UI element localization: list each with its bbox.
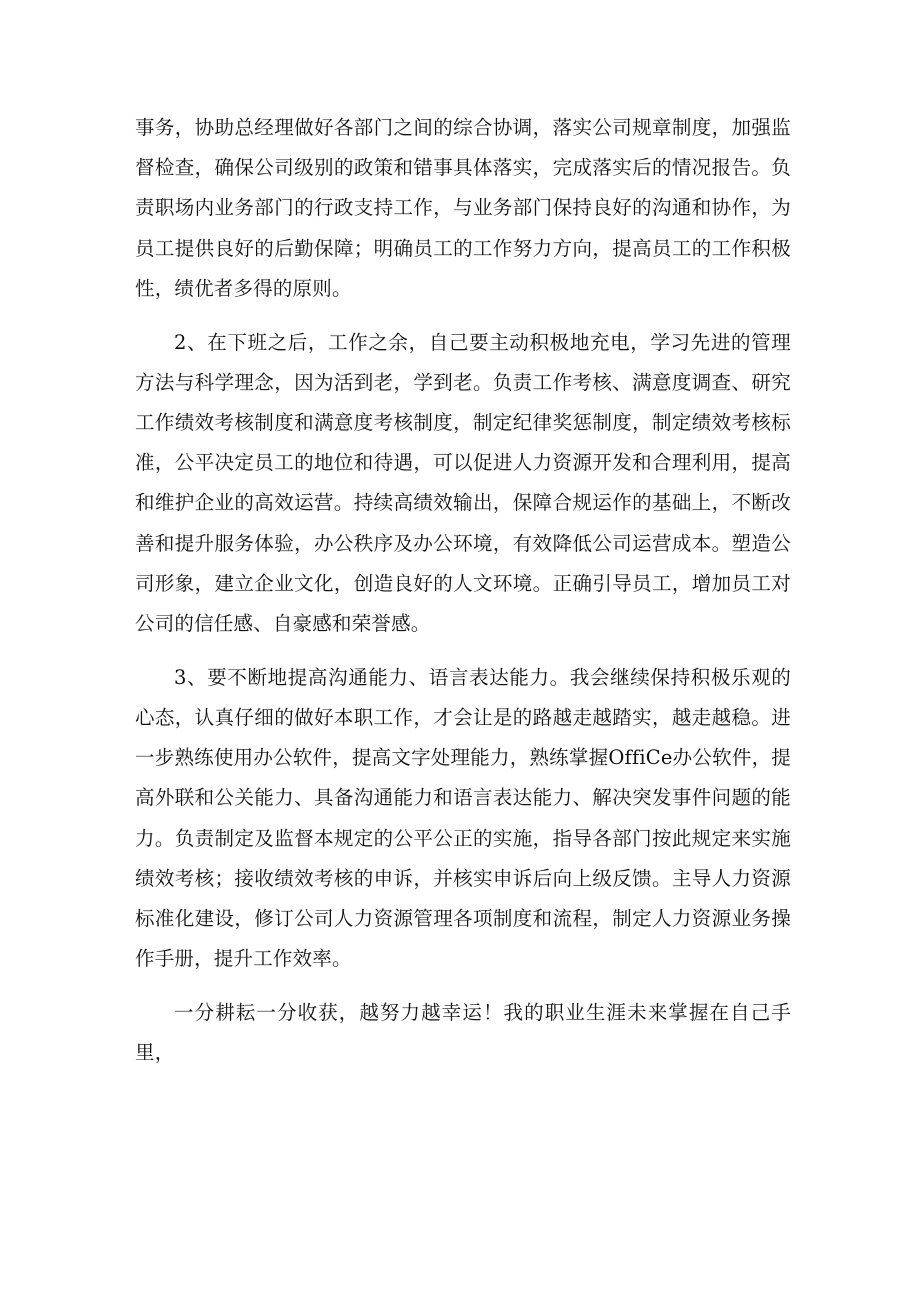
paragraph-2: 2、在下班之后，工作之余，自己要主动积极地充电，学习先进的管理方法与科学理念，因为活到老，学到老。负责工作考核、满意度调查、研究工作绩效考核制度和满意度考核制度，制定纪律奖惩制度，制定绩效考核标准，公平决定员工的地位和待遇，可以促进人力资源开发和合理利用，提高和维护企业的高效运营。持续高绩效输出，保障合规运作的基础上，不断改善和提升服务体验，办公秩序及办公环境，有效降低公司运营成本。塑造公司形象，建立企业文化，创造良好的人文环境。正确引导员工，增加员工对公司的信任感、自豪感和荣誉感。 xyxy=(135,330,791,636)
document-body xyxy=(135,108,791,1073)
paragraph-4: 一分耕耘一分收获，越努力越幸运！我的职业生涯未来掌握在自己手里， xyxy=(135,1001,791,1065)
paragraph-3: 3、要不断地提高沟通能力、语言表达能力。我会继续保持积极乐观的心态，认真仔细的做好本职工作，才会让是的路越走越踏实，越走越稳。进一步熟练使用办公软件，提高文字处理能力，熟练掌握OffiCe办公软件，提高外联和公关能力、具备沟通能力和语言表达能力、解决突发事件问题的能力。负责制定及监督本规定的公平公正的实施，指导各部门按此规定来实施绩效考核；接收绩效考核的申诉，并核实申诉后向上级反馈。主导人力资源标准化建设，修订公司人力资源管理各项制度和流程，制定人力资源业务操作手册，提升工作效率。 xyxy=(135,665,791,971)
paragraph-1: 事务，协助总经理做好各部门之间的综合协调，落实公司规章制度，加强监督检查，确保公司级别的政策和错事具体落实，完成落实后的情况报告。负责职场内业务部门的行政支持工作，与业务部门保持良好的沟通和协作，为员工提供良好的后勤保障；明确员工的工作努力方向，提高员工的工作积极性，绩优者多得的原则。 xyxy=(135,116,791,300)
